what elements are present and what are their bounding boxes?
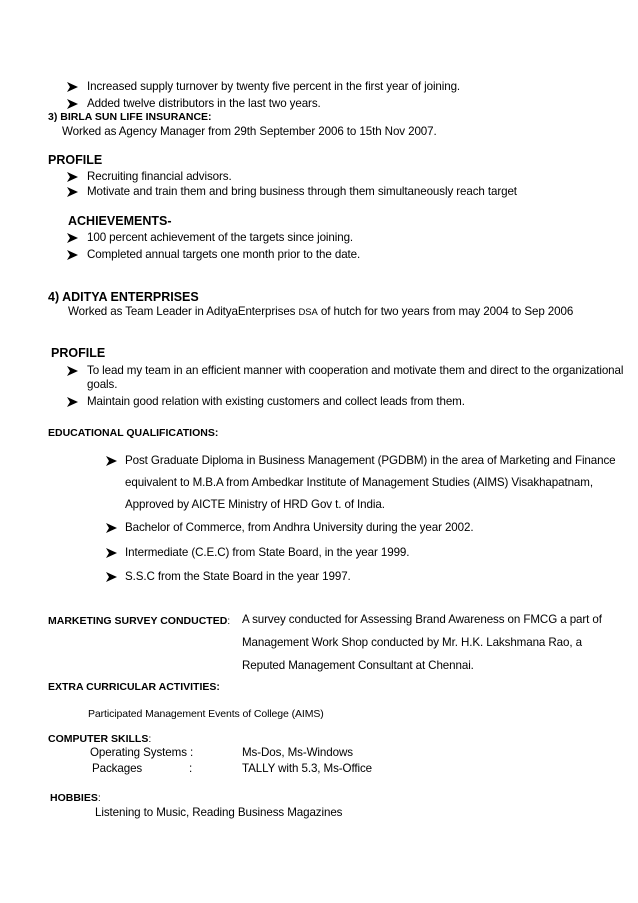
arrow-bullet-icon (106, 571, 118, 583)
survey-heading: MARKETING SURVEY CONDUCTED: (48, 615, 231, 627)
education-heading: EDUCATIONAL QUALIFICATIONS: (48, 427, 219, 439)
skill-value: Ms-Dos, Ms-Windows (242, 746, 353, 759)
arrow-bullet-icon (67, 365, 79, 377)
computer-heading: COMPUTER SKILLS: (48, 733, 152, 745)
skill-label: Packages (92, 762, 143, 775)
arrow-bullet-icon (67, 81, 79, 93)
hobbies-heading: HOBBIES: (50, 792, 101, 804)
arrow-bullet-icon (67, 396, 79, 408)
arrow-bullet-icon (106, 547, 118, 559)
aditya-heading: 4) ADITYA ENTERPRISES (48, 290, 199, 304)
education-item-continuation: equivalent to M.B.A from Ambedkar Institute of Management Studies (AIMS) Visakhapatnam, (125, 476, 593, 489)
achievement-item: Completed annual targets one month prior to the date. (87, 248, 361, 261)
extra-line: Participated Management Events of College (AIMS) (88, 708, 324, 720)
arrow-bullet-icon (67, 232, 79, 244)
profile-heading: PROFILE (48, 153, 103, 167)
profile-item: Recruiting financial advisors. (87, 170, 232, 183)
arrow-bullet-icon (67, 171, 79, 183)
birla-line: Worked as Agency Manager from 29th September 2006 to 15th Nov 2007. (62, 125, 437, 138)
skill-value: TALLY with 5.3, Ms-Office (242, 762, 373, 775)
hobbies-line: Listening to Music, Reading Business Magazines (95, 806, 343, 819)
achievement-item: 100 percent achievement of the targets since joining. (87, 231, 354, 244)
education-item: Post Graduate Diploma in Business Management (PGDBM) in the area of Marketing and Finance (125, 454, 616, 467)
education-item: Bachelor of Commerce, from Andhra University during the year 2002. (125, 521, 474, 534)
profile-item: To lead my team in an efficient manner with cooperation and motivate them and direct to the organizational (87, 364, 624, 377)
aditya-line: Worked as Team Leader in AdityaEnterprises DSA of hutch for two years from may 2004 to Sep 2006 (68, 305, 574, 318)
survey-line: Reputed Management Consultant at Chennai. (242, 659, 474, 672)
profile-item-continuation: goals. (87, 378, 118, 391)
birla-heading: 3) BIRLA SUN LIFE INSURANCE: (48, 111, 212, 123)
survey-line: Management Work Shop conducted by Mr. H.K. Lakshmana Rao, a (242, 636, 582, 649)
education-item: S.S.C from the State Board in the year 1997. (125, 570, 351, 583)
achievements-heading: ACHIEVEMENTS- (68, 214, 172, 228)
arrow-bullet-icon (67, 98, 79, 110)
achievement-text: Added twelve distributors in the last two years. (87, 97, 321, 110)
profile-item: Maintain good relation with existing customers and collect leads from them. (87, 395, 465, 408)
skill-label: Operating Systems : (90, 746, 194, 759)
education-item-continuation: Approved by AICTE Ministry of HRD Gov t. of India. (125, 498, 385, 511)
arrow-bullet-icon (106, 455, 118, 467)
achievement-text: Increased supply turnover by twenty five percent in the first year of joining. (87, 80, 461, 93)
arrow-bullet-icon (67, 186, 79, 198)
profile-heading: PROFILE (51, 346, 106, 360)
survey-line: A survey conducted for Assessing Brand Awareness on FMCG a part of (242, 613, 602, 626)
skill-separator: : (189, 762, 193, 775)
extra-heading: EXTRA CURRICULAR ACTIVITIES: (48, 681, 220, 693)
arrow-bullet-icon (67, 249, 79, 261)
arrow-bullet-icon (106, 522, 118, 534)
education-item: Intermediate (C.E.C) from State Board, in the year 1999. (125, 546, 410, 559)
profile-item: Motivate and train them and bring business through them simultaneously reach target (87, 185, 517, 198)
